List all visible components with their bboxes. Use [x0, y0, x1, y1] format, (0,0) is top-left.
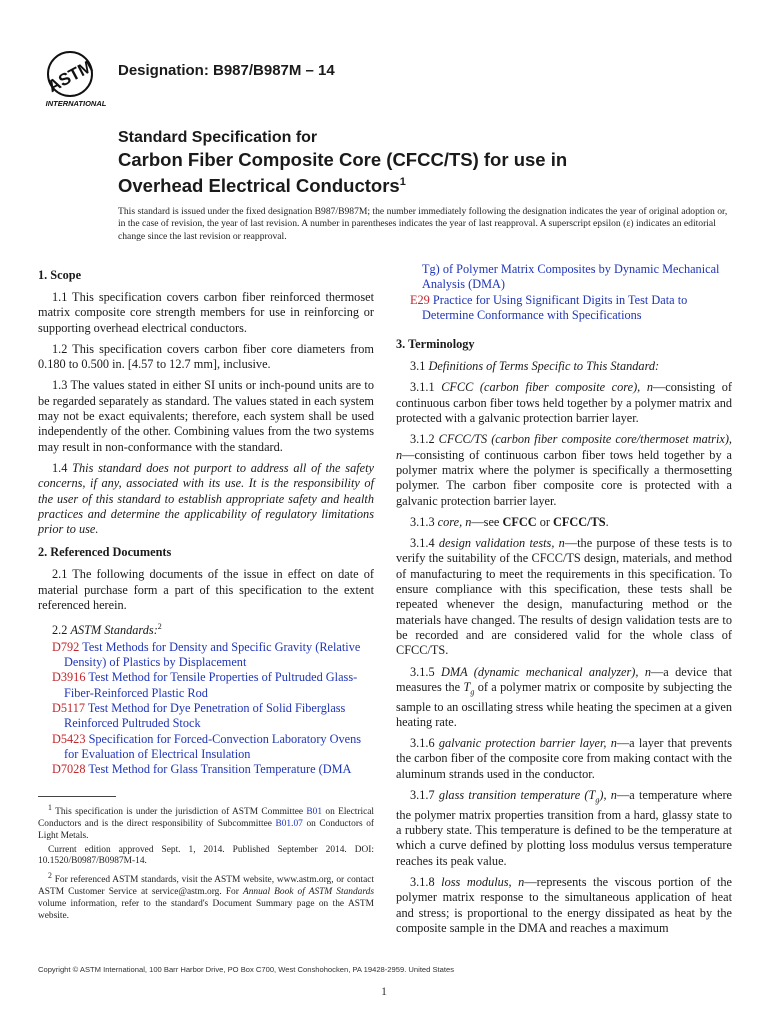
term-name: DMA (dynamic mechanical analyzer), n	[440, 664, 651, 679]
term-text: —the purpose of these tests is to verify the suitability of the CFCC/TS design, materials, and method of manufacturing to meet the requirements in this specification. To ensure compliance with this specification, these tests shall be repeated whenever the design, manufacturing method or the materials have changed. The results of design validation tests are to be recorded and are considered valid for the whole class of CFCC/TS.	[396, 536, 733, 658]
referenced-2-2	[38, 619, 374, 638]
term-name: galvanic protection barrier layer, n	[438, 736, 617, 751]
logo-subtext: INTERNATIONAL	[45, 99, 107, 108]
page-number: 1	[381, 984, 387, 998]
term-3-1-1	[396, 380, 732, 426]
term-3-1-4	[396, 536, 732, 658]
term-text: —consisting of continuous carbon fiber tows held together by a polymer matrix where the polymer is specifically a thermosetting polymer. The carbon fiber composite core is protected with a galvanic protection barrier layer.	[396, 447, 732, 508]
term-text: —consisting of continuous carbon fiber tows held together by a polymer matrix and protected with a galvanic protection barrier layer.	[396, 380, 732, 426]
term-3-1-7	[396, 788, 732, 869]
term-bold: CFCC/TS	[553, 514, 606, 529]
term-name: CFCC (carbon fiber composite core), n	[441, 380, 653, 395]
ref-code[interactable]: D7028	[52, 762, 86, 777]
term-text: —represents the viscous portion of the polymer matrix response to the simultaneous application of heat and stress; is proportional to the energy dissipated as heat by the composite sample in the DMA and reaches a maximum	[396, 875, 733, 935]
term-name: CFCC/TS (carbon fiber composite core/thermoset matrix), n	[396, 432, 732, 462]
document-header	[40, 48, 730, 108]
ref-title[interactable]: Practice for Using Significant Digits in Test Data to Determine Conformance with Specifications	[422, 292, 688, 322]
footnote-1	[38, 802, 374, 843]
ref-item[interactable]	[38, 640, 374, 671]
term-num: 3.1.5	[410, 664, 435, 679]
ref-title[interactable]: Test Method for Glass Transition Temperature (DMA	[88, 762, 352, 777]
issuance-note: This standard is issued under the fixed designation B987/B987M; the number immediately following the designation indicates the year of original adoption or, in the case of revision, the year of last revision. A number in parentheses indicates the year of last reapproval. A superscript epsilon (ε) indicates an editorial change since the last revision or reapproval.	[118, 206, 728, 242]
scope-1-4	[38, 461, 374, 537]
term-text: .	[605, 514, 609, 529]
scope-1-3: 1.3 The values stated in either SI units or inch-pound units are to be regarded separately as standard. The values stated in each system may not be exact equivalents; therefore, each system shall be used independently of the other. Combining values from the two systems may result in non-conformance with the standard.	[38, 378, 374, 454]
ref-2-2-num: 2.2	[52, 623, 68, 638]
copyright-notice: Copyright © ASTM International, 100 Barr Harbor Drive, PO Box C700, West Conshohocken, PA 19428-2959. United States	[38, 965, 455, 974]
ref-item-e29[interactable]	[396, 293, 732, 324]
footnote-1-text-a: This specification is under the jurisdiction of ASTM Committee	[55, 807, 304, 818]
footnote-2-mark: 2	[48, 871, 52, 881]
term-num: 3.1	[410, 359, 426, 374]
title-line-1: Carbon Fiber Composite Core (CFCC/TS) for use in	[118, 149, 568, 170]
term-3-1	[396, 359, 732, 374]
ref-item[interactable]	[38, 732, 374, 763]
footnote-1-mark: 1	[48, 803, 52, 812]
term-num: 3.1.6	[410, 736, 435, 751]
section-terminology-heading: 3. Terminology	[396, 337, 475, 352]
left-column	[38, 266, 374, 777]
footnote-link-b01[interactable]: B01	[306, 807, 323, 818]
term-name: loss modulus, n	[441, 875, 525, 889]
term-text: —a device that measures the	[396, 664, 732, 694]
term-num: 3.1.7	[410, 788, 435, 803]
scope-1-4-num: 1.4	[52, 460, 68, 475]
ref-title[interactable]: Test Methods for Density and Specific Gravity (Relative Density) of Plastics by Displacement	[64, 639, 361, 670]
ref-code[interactable]: D3916	[52, 670, 86, 685]
ref-code[interactable]: D5423	[52, 731, 86, 746]
footnote-2	[38, 870, 374, 922]
term-symbol: T	[463, 679, 471, 694]
term-text: or	[539, 514, 550, 529]
ref-title[interactable]: Specification for Forced-Convection Laboratory Ovens for Evaluation of Electrical Insulation	[64, 731, 362, 761]
footnote-1-edition: Current edition approved Sept. 1, 2014. Published September 2014. DOI: 10.1520/B0987/B0987M-14.	[38, 844, 374, 867]
ref-code[interactable]: D5117	[52, 700, 86, 715]
title-line-2	[118, 171, 678, 197]
term-num: 3.1.3	[410, 514, 435, 529]
term-3-1-5	[396, 665, 732, 731]
footnote-divider	[38, 796, 116, 797]
ref-code[interactable]: E29	[410, 292, 430, 307]
ref-2-2-label: ASTM Standards:	[70, 623, 158, 638]
section-referenced-heading: 2. Referenced Documents	[38, 545, 172, 560]
term-3-1-8	[396, 875, 732, 936]
term-3-1-6	[396, 736, 732, 782]
term-num: 3.1.4	[410, 536, 435, 551]
referenced-2-1: 2.1 The following documents of the issue in effect on date of material purchase form a part of this specification to the extent referenced herein.	[38, 567, 374, 613]
ref-code[interactable]: D792	[52, 639, 80, 654]
term-text: —see	[471, 514, 500, 529]
ref-item[interactable]	[38, 701, 374, 732]
ref-title[interactable]: Test Method for Tensile Properties of Pultruded Glass-Fiber-Reinforced Plastic Rod	[64, 670, 358, 700]
term-name: glass transition temperature (T	[438, 788, 596, 803]
footnote-2-em: Annual Book of ASTM Standards	[242, 887, 374, 898]
term-bold: CFCC	[502, 514, 537, 529]
term-num: 3.1.2	[410, 432, 435, 447]
ref-d7028-continuation[interactable]: Tg) of Polymer Matrix Composites by Dynamic Mechanical Analysis (DMA)	[422, 262, 720, 292]
title-line-2-text: Overhead Electrical Conductors	[118, 175, 400, 197]
ref-title[interactable]: Test Method for Dye Penetration of Solid Fiberglass Reinforced Pultruded Stock	[64, 700, 346, 731]
term-3-1-2	[396, 432, 732, 508]
ref-item[interactable]	[38, 762, 374, 777]
title-block	[118, 128, 678, 197]
designation: Designation: B987/B987M – 14	[118, 62, 335, 79]
term-subscript: g	[595, 795, 600, 805]
scope-1-1: 1.1 This specification covers carbon fiber reinforced thermoset matrix composite core strength members for use in reinforcing or supporting overhead electrical conductors.	[38, 290, 374, 335]
footnote-2-text-b: volume information, refer to the standard's Document Summary page on the ASTM website.	[38, 898, 374, 921]
footnote-1-text-c: on Conductors of Light Metals.	[38, 818, 375, 841]
term-name: design validation tests, n	[438, 536, 565, 551]
logo-text: ASTM	[44, 56, 96, 97]
right-column	[396, 262, 732, 942]
term-text: —a layer that prevents the carbon fiber of the composite core from making contact with the aluminum strands used in the conductor.	[396, 736, 732, 781]
scope-1-4-text: This standard does not purport to address all of the safety concerns, if any, associated with its use. It is the responsibility of the user of this standard to establish appropriate safety and health practices and determine the applicability of regulatory limitations prior to use.	[38, 460, 374, 537]
term-name: ), n	[599, 788, 617, 803]
title-footnote-mark: 1	[399, 176, 406, 188]
scope-1-2: 1.2 This specification covers carbon fiber core diameters from 0.180 to 0.500 in. [4.57 to 12.7 mm], inclusive.	[38, 341, 374, 372]
footnote-1-text-b: on Electrical Conductors and is the direct responsibility of Subcommittee	[38, 807, 375, 829]
term-text: —a temperature where the polymer matrix properties transition from a hard, glassy state to a rubbery state. This temperature is defined to be the temperature at which a curve defined by plotting loss modulus versus temperature reaches its peak value.	[396, 788, 732, 868]
term-text: of a polymer matrix or composite by subjecting the sample to an oscillating stress while heating the specimen at a given heating rate.	[396, 679, 732, 729]
term-text: Definitions of Terms Specific to This Standard:	[428, 359, 660, 374]
term-subscript: g	[470, 687, 475, 697]
ref-2-2-sup: 2	[157, 622, 162, 632]
footnote-2-text-a: For referenced ASTM standards, visit the ASTM website, www.astm.org, or contact ASTM Customer Service at service@astm.org. For	[38, 875, 375, 898]
term-num: 3.1.8	[410, 875, 435, 889]
title-pre: Standard Specification for	[118, 129, 318, 146]
footnote-link-b01-07[interactable]: B01.07	[275, 818, 303, 829]
footnotes	[38, 802, 374, 924]
term-3-1-3	[396, 515, 732, 530]
term-name: core, n	[437, 514, 472, 529]
astm-logo	[40, 48, 112, 110]
ref-item[interactable]	[38, 670, 374, 701]
term-num: 3.1.1	[410, 380, 435, 395]
section-scope-heading: 1. Scope	[38, 268, 82, 282]
